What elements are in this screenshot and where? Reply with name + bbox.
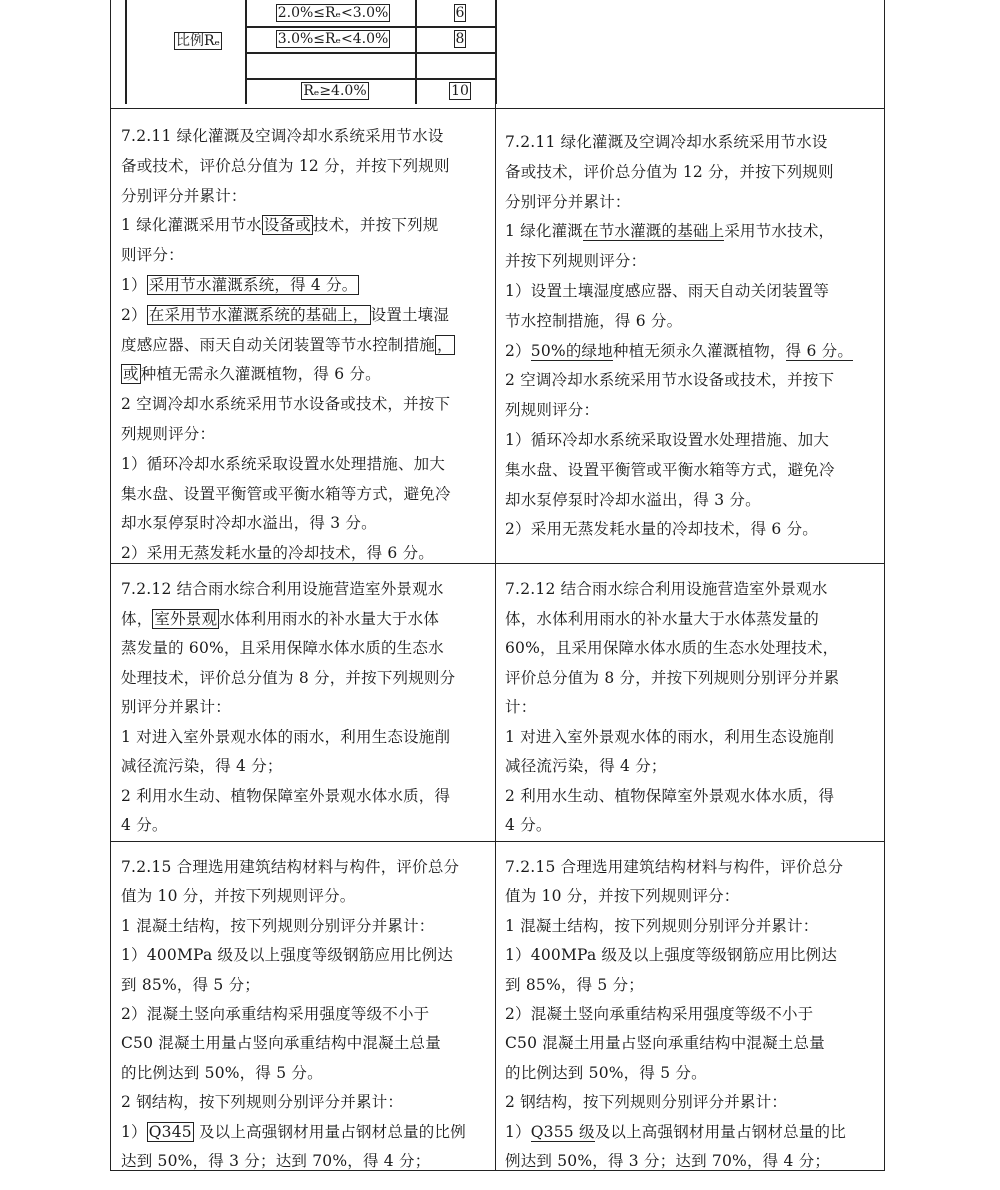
text-line bbox=[121, 1058, 323, 1088]
text-line bbox=[505, 781, 834, 811]
revised-text-cell bbox=[496, 842, 884, 1170]
text-segment: 7.2.15 合理选用建筑结构材料与构件，评价总分 bbox=[121, 858, 460, 876]
text-segment: 集水盘、设置平衡管或平衡水箱等方式，避免冷 bbox=[505, 460, 835, 479]
text-line bbox=[505, 1117, 846, 1147]
text-segment: C50 混凝土用量占竖向承重结构中混凝土总量 bbox=[505, 1034, 825, 1053]
underlined-text: 50%的绿地 bbox=[530, 341, 613, 360]
text-line bbox=[505, 216, 834, 246]
text-segment: 1）设置土壤湿度感应器、雨天自动关闭装置等 bbox=[505, 282, 830, 300]
text-line bbox=[121, 751, 283, 781]
text-segment: 则评分： bbox=[121, 246, 184, 265]
text-segment: 7.2.11 绿化灌溉及空调冷却水系统采用节水设 bbox=[121, 127, 444, 145]
text-segment: 4 分。 bbox=[505, 816, 552, 834]
text-segment: 2 钢结构，按下列规则分别评分并累计： bbox=[505, 1093, 788, 1112]
text-line bbox=[505, 722, 834, 752]
text-segment: 1 对进入室外景观水体的雨水，利用生态设施削 bbox=[121, 727, 451, 746]
text-line bbox=[505, 633, 838, 663]
underlined-text: 在节水灌溉的基础上 bbox=[583, 222, 725, 241]
text-segment: 例达到 50%，得 3 分；达到 70%，得 4 分； bbox=[505, 1152, 831, 1170]
text-segment: 的比例达到 50%，得 5 分。 bbox=[505, 1063, 707, 1082]
text-segment: 1 对进入室外景观水体的雨水，利用生态设施削 bbox=[505, 727, 835, 746]
text-segment: C50 混凝土用量占竖向承重结构中混凝土总量 bbox=[121, 1034, 441, 1053]
boxed-text: 在采用节水灌溉系统的基础上， bbox=[148, 305, 369, 324]
text-segment: 2） bbox=[121, 305, 147, 324]
text-line bbox=[121, 1028, 441, 1058]
text-line bbox=[505, 336, 853, 366]
text-segment: 却水泵停泵时冷却水溢出，得 3 分。 bbox=[505, 490, 761, 509]
text-line bbox=[121, 999, 429, 1029]
text-segment: 1）400MPa 级及以上强度等级钢筋应用比例达 bbox=[121, 946, 454, 965]
original-text-cell bbox=[111, 564, 496, 841]
text-line bbox=[505, 514, 818, 544]
text-segment: 2）采用无蒸发耗水量的冷却技术，得 6 分。 bbox=[121, 544, 434, 563]
text-line bbox=[505, 157, 834, 187]
text-segment: 种植无须永久灌溉植物， bbox=[612, 341, 786, 360]
text-line bbox=[121, 300, 449, 330]
text-segment: 却水泵停泵时冷却水溢出，得 3 分。 bbox=[121, 514, 377, 533]
score-table-cell bbox=[111, 0, 496, 108]
text-line bbox=[505, 1146, 830, 1176]
text-segment: 备或技术，评价总分值为 12 分，并按下列规则 bbox=[505, 162, 834, 181]
text-segment: 值为 10 分，并按下列规则评分： bbox=[505, 887, 740, 906]
text-line bbox=[121, 663, 455, 693]
section-7-2-15-row bbox=[111, 841, 884, 1170]
text-line bbox=[505, 246, 646, 276]
text-line bbox=[121, 389, 450, 419]
text-segment: 7.2.15 合理选用建筑结构材料与构件，评价总分 bbox=[505, 858, 844, 876]
text-line bbox=[121, 940, 453, 970]
text-line bbox=[121, 852, 459, 882]
revised-text-cell bbox=[496, 109, 884, 563]
text-line bbox=[505, 365, 834, 395]
text-line bbox=[121, 574, 444, 604]
text-line bbox=[121, 210, 439, 240]
text-segment: 评价总分值为 8 分，并按下列规则分别评分并累 bbox=[505, 668, 840, 687]
boxed-text: 设备或 bbox=[263, 216, 311, 235]
text-line bbox=[121, 604, 439, 634]
text-line bbox=[505, 692, 536, 722]
range-cell: 3.0%≤Rₑ<4.0% bbox=[277, 31, 389, 47]
text-segment: 2） bbox=[505, 341, 531, 360]
underlined-text: Q355 级 bbox=[530, 1122, 595, 1141]
text-line bbox=[505, 810, 552, 840]
section-7-2-12-row bbox=[111, 563, 884, 841]
text-segment: 7.2.12 结合雨水综合利用设施营造室外景观水 bbox=[505, 580, 828, 598]
text-segment: 分别评分并累计： bbox=[121, 186, 247, 205]
boxed-text: Q345 bbox=[148, 1122, 192, 1141]
boxed-text: ， bbox=[437, 335, 453, 354]
text-line bbox=[505, 1087, 787, 1117]
text-segment: 2 空调冷却水系统采用节水设备或技术，并按下 bbox=[121, 395, 451, 414]
text-segment: 种植无需永久灌溉植物，得 6 分。 bbox=[140, 365, 381, 384]
section-7-2-11-row bbox=[111, 108, 884, 563]
text-line bbox=[121, 449, 445, 479]
text-line bbox=[505, 852, 843, 882]
text-segment: 减径流污染，得 4 分； bbox=[121, 757, 283, 775]
text-line bbox=[121, 911, 435, 941]
text-segment: 1 混凝土结构，按下列规则分别评分并累计： bbox=[505, 916, 819, 935]
text-segment: 7.2.11 绿化灌溉及空调冷却水系统采用节水设 bbox=[505, 133, 828, 151]
text-line bbox=[121, 1087, 403, 1117]
text-line bbox=[121, 151, 450, 181]
text-segment: 1） bbox=[121, 276, 147, 294]
text-line bbox=[505, 425, 829, 455]
text-segment: 度感应器、雨天自动关闭装置等节水控制措施 bbox=[121, 335, 436, 354]
text-line bbox=[505, 911, 819, 941]
text-segment: 并按下列规则评分： bbox=[505, 252, 647, 271]
text-segment: 减径流污染，得 4 分； bbox=[505, 757, 667, 775]
text-line bbox=[121, 508, 377, 538]
text-segment: 蒸发量的 60%，且采用保障水体水质的生态水 bbox=[121, 639, 444, 657]
text-line bbox=[121, 1146, 430, 1176]
text-line bbox=[505, 395, 599, 425]
text-segment: 2）采用无蒸发耗水量的冷却技术，得 6 分。 bbox=[505, 520, 818, 539]
text-segment: 技术，并按下列规 bbox=[312, 216, 439, 235]
score-cell: 10 bbox=[451, 83, 469, 99]
text-line bbox=[121, 810, 168, 840]
text-segment: 列规则评分： bbox=[505, 401, 600, 420]
revised-text-cell bbox=[496, 564, 884, 841]
text-segment: 1） bbox=[505, 1122, 531, 1141]
text-segment: 2 利用水生动、植物保障室外景观水体水质，得 bbox=[505, 786, 835, 805]
text-line bbox=[505, 940, 837, 970]
text-segment: 水体利用雨水的补水量大于水体 bbox=[219, 609, 440, 628]
text-segment: 1）400MPa 级及以上强度等级钢筋应用比例达 bbox=[505, 946, 838, 965]
text-segment: 计： bbox=[505, 698, 537, 716]
text-line bbox=[505, 1058, 707, 1088]
text-segment: 的比例达到 50%，得 5 分。 bbox=[121, 1063, 323, 1082]
text-segment: 及以上高强钢材用量占钢材总量的比 bbox=[594, 1122, 846, 1141]
text-line bbox=[121, 419, 215, 449]
text-segment: 1 绿化灌溉采用节水 bbox=[121, 216, 262, 235]
score-table bbox=[125, 0, 491, 104]
text-segment: 4 分。 bbox=[121, 816, 168, 834]
text-segment: 到 85%，得 5 分； bbox=[121, 975, 260, 994]
text-line bbox=[505, 276, 829, 306]
comparison-document bbox=[110, 0, 885, 1171]
text-segment: 别评分并累计： bbox=[121, 698, 231, 716]
text-line bbox=[121, 633, 444, 663]
score-cell: 8 bbox=[455, 31, 465, 47]
text-segment: 体， bbox=[121, 609, 153, 628]
text-segment: 到 85%，得 5 分； bbox=[505, 975, 644, 994]
ratio-label: 比例Rₑ bbox=[176, 33, 220, 49]
text-line bbox=[505, 187, 631, 217]
text-segment: 1 混凝土结构，按下列规则分别评分并累计： bbox=[121, 916, 435, 935]
text-line bbox=[121, 240, 184, 270]
text-line bbox=[505, 306, 682, 336]
text-line bbox=[121, 359, 381, 389]
text-line bbox=[121, 330, 455, 360]
text-segment: 2 空调冷却水系统采用节水设备或技术，并按下 bbox=[505, 371, 835, 390]
text-segment: 1） bbox=[121, 1122, 147, 1141]
text-line bbox=[121, 881, 355, 911]
text-segment: 2 钢结构，按下列规则分别评分并累计： bbox=[121, 1093, 404, 1112]
text-line bbox=[121, 692, 231, 722]
text-line bbox=[121, 722, 450, 752]
text-line bbox=[505, 1028, 825, 1058]
text-line bbox=[121, 121, 444, 151]
text-segment: 列规则评分： bbox=[121, 425, 216, 443]
text-segment: 1 绿化灌溉 bbox=[505, 222, 583, 241]
text-line bbox=[505, 604, 819, 634]
text-line bbox=[121, 270, 359, 300]
text-line bbox=[121, 181, 247, 211]
text-line bbox=[505, 485, 761, 515]
score-table-empty-cell bbox=[496, 0, 884, 108]
text-segment: 及以上高强钢材用量占钢材总量的比例 bbox=[193, 1122, 466, 1141]
text-segment: 体，水体利用雨水的补水量大于水体蒸发量的 bbox=[505, 609, 820, 628]
text-segment: 备或技术，评价总分值为 12 分，并按下列规则 bbox=[121, 156, 450, 175]
text-line bbox=[121, 479, 451, 509]
boxed-text: 采用节水灌溉系统，得 4 分。 bbox=[148, 276, 358, 294]
boxed-text: 室外景观 bbox=[154, 609, 218, 628]
text-segment: 60%，且采用保障水体水质的生态水处理技术， bbox=[505, 639, 839, 657]
text-segment: 分别评分并累计： bbox=[505, 192, 631, 211]
text-segment: 2 利用水生动、植物保障室外景观水体水质，得 bbox=[121, 786, 451, 805]
text-segment: 1）循环冷却水系统采取设置水处理措施、加大 bbox=[121, 454, 446, 473]
text-line bbox=[505, 751, 667, 781]
text-line bbox=[505, 881, 739, 911]
text-line bbox=[121, 1117, 466, 1147]
text-segment: 采用节水技术， bbox=[724, 222, 835, 241]
text-line bbox=[505, 663, 839, 693]
text-segment: 1）循环冷却水系统采取设置水处理措施、加大 bbox=[505, 431, 830, 449]
text-segment: 值为 10 分，并按下列规则评分。 bbox=[121, 887, 356, 906]
text-line bbox=[505, 970, 644, 1000]
text-segment: 7.2.12 结合雨水综合利用设施营造室外景观水 bbox=[121, 580, 444, 598]
range-cell: 2.0%≤Rₑ<3.0% bbox=[277, 5, 389, 21]
underlined-text: 得 6 分。 bbox=[785, 341, 854, 360]
text-segment: 2）混凝土竖向承重结构采用强度等级不小于 bbox=[121, 1005, 430, 1023]
text-segment: 集水盘、设置平衡管或平衡水箱等方式，避免冷 bbox=[121, 484, 451, 503]
original-text-cell bbox=[111, 842, 496, 1170]
score-table-row bbox=[111, 0, 884, 108]
original-text-cell bbox=[111, 109, 496, 563]
text-line bbox=[121, 970, 260, 1000]
text-segment: 节水控制措施，得 6 分。 bbox=[505, 311, 683, 330]
text-segment: 2）混凝土竖向承重结构采用强度等级不小于 bbox=[505, 1005, 814, 1023]
text-line bbox=[505, 999, 813, 1029]
text-segment: 处理技术，评价总分值为 8 分，并按下列规则分 bbox=[121, 668, 456, 687]
text-segment: 设置土壤湿 bbox=[370, 305, 450, 324]
range-cell: Rₑ≥4.0% bbox=[303, 83, 367, 99]
score-cell: 6 bbox=[455, 5, 465, 21]
text-line bbox=[505, 574, 828, 604]
text-segment: 达到 50%，得 3 分；达到 70%，得 4 分； bbox=[121, 1152, 431, 1170]
text-line bbox=[121, 781, 450, 811]
text-line bbox=[505, 127, 828, 157]
boxed-text: 或 bbox=[123, 365, 139, 384]
text-line bbox=[505, 455, 835, 485]
